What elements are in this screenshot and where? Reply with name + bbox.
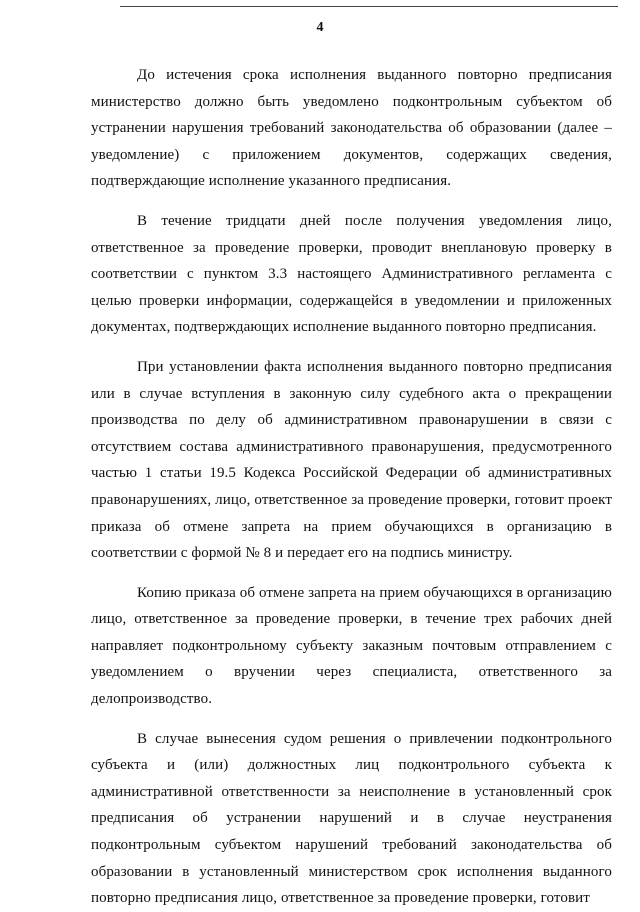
paragraph-order-copy: Копию приказа об отмене запрета на прием обучающихся в организацию лицо, ответственное за проведение проверки, в течение трех рабочих дней направляет подконтрольному субъекту заказным почтовым отправлением с уведомлением о вручении через специалиста, ответственного за делопроизводство. <box>91 584 612 708</box>
paragraph-unscheduled-inspection: В течение тридцати дней после получения уведомления лицо, ответственное за проведение проверки, проводит внеплановую проверку в соответствии с пунктом 3.3 настоящего Административного регламента с целью проверки информации, содержащейся в уведомлении и приложенных документах, подтверждающих исполнение выданного повторно предписания. <box>91 212 612 336</box>
document-body <box>91 62 612 912</box>
page-number: 4 <box>316 20 324 35</box>
paragraph-order-draft: При установлении факта исполнения выданного повторно предписания или в случае вступления в законную силу судебного акта о прекращении производства по делу об административном правонарушении в связи с отсутствием состава административного правонарушения, предусмотренного частью 1 статьи 19.5 Кодекса Российской Федерации об административных правонарушениях, лицо, ответственное за проведение проверки, готовит проект приказа об отмене запрета на прием обучающихся в организацию в соответствии с формой № 8 и передает его на подпись министру. <box>91 358 612 562</box>
header-rule <box>120 6 618 7</box>
paragraph-court-decision: В случае вынесения судом решения о привлечении подконтрольного субъекта и (или) должностных лиц подконтрольного субъекта к административной ответственности за неисполнение в установленный срок предписания об устранении нарушений и в случае неустранения подконтрольным субъектом нарушений требований законодательства об образовании в установленный министерством срок исполнения выданного повторно предписания лицо, ответственное за проведение проверки, готовит <box>91 730 612 907</box>
paragraph-notification-deadline: До истечения срока исполнения выданного повторно предписания министерство должно быть уведомлено подконтрольным субъектом об устранении нарушения требований законодательства об образовании (далее – уведомление) с приложением документов, содержащих сведения, подтверждающие исполнение указанного предписания. <box>91 67 612 190</box>
